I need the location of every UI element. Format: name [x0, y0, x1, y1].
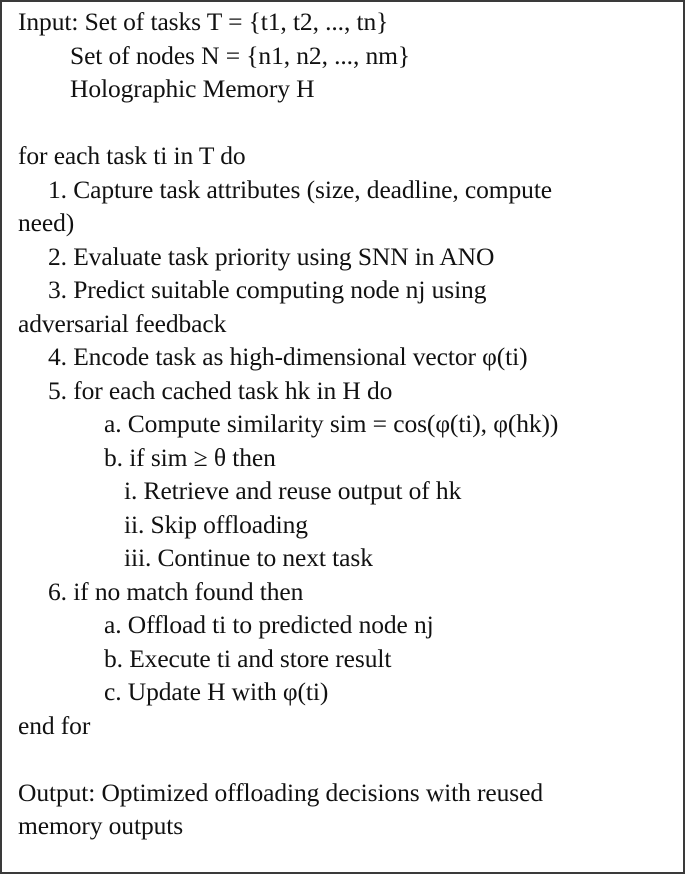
blank-line — [18, 742, 675, 776]
step-5: 5. for each cached task hk in H do — [48, 375, 393, 405]
input-line: Input: Set of tasks T = {t1, t2, ..., tn} — [18, 7, 389, 36]
step-6a: a. Offload ti to predicted node nj — [104, 610, 434, 639]
step-5b-iii: iii. Continue to next task — [124, 543, 373, 572]
step-4: 4. Encode task as high-dimensional vector φ(ti) — [48, 342, 528, 371]
step-1: 1. Capture task attributes (size, deadline, compute — [48, 174, 553, 204]
step-3: 3. Predict suitable computing node nj using — [48, 275, 487, 304]
step-6c: c. Update H with φ(ti) — [104, 677, 329, 706]
input-nodes-line: Set of nodes N = {n1, n2, ..., nm} — [70, 40, 411, 70]
step-5b: b. if sim ≥ θ then — [104, 442, 276, 472]
step-1-continued: need) — [18, 208, 75, 237]
algorithm-text — [18, 5, 675, 843]
output-line: Output: Optimized offloading decisions with reused — [18, 777, 543, 807]
step-5a: a. Compute similarity sim = cos(φ(ti), φ(hk)) — [104, 409, 559, 438]
blank-line — [18, 106, 675, 140]
step-3-continued: adversarial feedback — [18, 308, 227, 338]
step-6b: b. Execute ti and store result — [104, 643, 392, 673]
step-5b-ii: ii. Skip offloading — [124, 509, 308, 539]
step-6: 6. if no match found then — [48, 576, 304, 606]
loop-header: for each task ti in T do — [18, 141, 246, 170]
output-line-continued: memory outputs — [18, 811, 184, 840]
input-memory-line: Holographic Memory H — [70, 74, 315, 103]
step-2: 2. Evaluate task priority using SNN in ANO — [48, 241, 495, 271]
loop-end: end for — [18, 710, 91, 740]
step-5b-i: i. Retrieve and reuse output of hk — [124, 476, 462, 505]
